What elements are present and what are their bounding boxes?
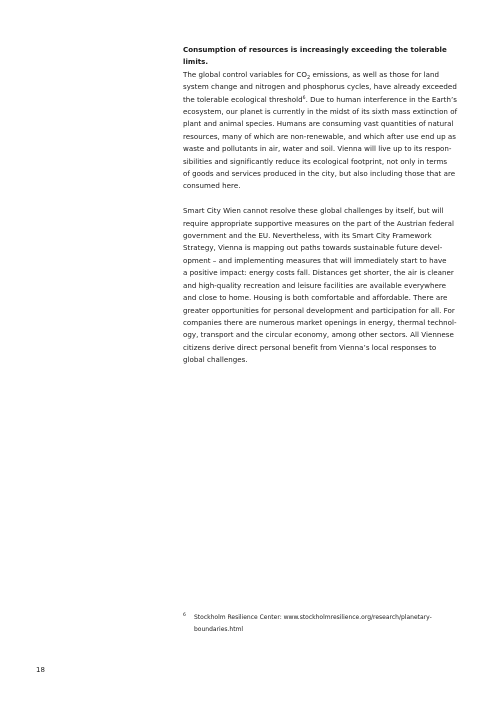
paragraph-2: Smart City Wien cannot resolve these global challenges by itself, but will require appropriate supportive measures on the part of the Austrian federal government and the EU. Nevertheless, with its Smart City Framework Strategy, Vienna is mapping out paths towards sustainable future devel- opment – and implementing measures that will immediately start to have a positive impact: energy costs fall. Distances get shorter, the air is cleaner and high-quality recreation and leisure facilities are available everywhere and close to home. Housing is both comfortable and affordable. There are greater opportunities for personal development and participation for all. For companies there are numerous market openings in energy, thermal technol- ogy, transport and the circular economy, among other sectors. All Viennese citizens derive direct personal benefit from Vienna’s local responses to global challenges.	[183, 206, 457, 365]
footnote-marker: 6	[183, 613, 186, 618]
main-text-column	[183, 44, 469, 367]
paragraph-1	[183, 44, 469, 193]
paragraph-1-text-a: The global control variables for CO	[183, 69, 307, 79]
section-heading: Consumption of resources is increasingly exceeding the tolerable limits.	[183, 45, 447, 67]
paragraph-1-text-c: . Due to human interference in the Earth’s ecosystem, our planet is currently in the midst of its sixth mass extinction of plant and animal species. Humans are consuming vast quantities of natural resources, many of which are non-renewable, and which after use end up as waste and pollutants in air, water and soil. Vienna will live up to its respon- sibilities and significantly reduce its ecological footprint, not only in terms of goods and services produced in the city, but also including those that are consumed here.	[183, 94, 458, 191]
footnote-text: Stockholm Resilience Center: www.stockholmresilience.org/research/planetary- boundaries.html	[194, 614, 432, 634]
paragraph-1-text-b: emissions, as well as those for land system change and nitrogen and phosphorus cycles, have already exceeded the tolerable ecological threshold	[183, 69, 457, 104]
page-number: 18	[36, 666, 45, 674]
co2-subscript: 2	[307, 74, 311, 81]
footnote	[183, 612, 469, 637]
footnote-reference: 6	[302, 95, 306, 101]
